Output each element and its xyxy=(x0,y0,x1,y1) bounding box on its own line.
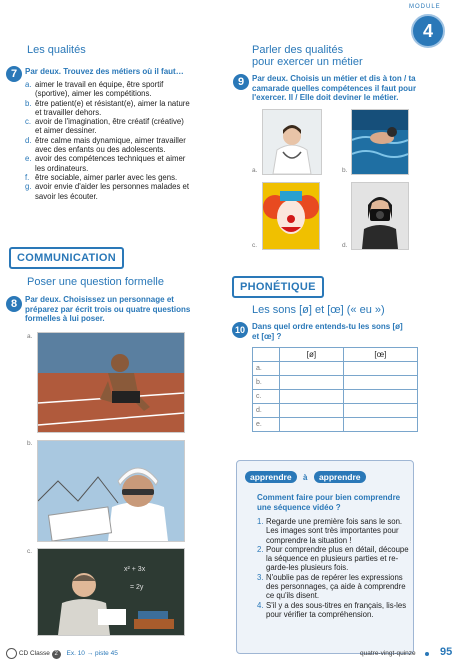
exercise-number-badge: 9 xyxy=(233,74,249,90)
photo-caption-a: a. xyxy=(27,333,33,340)
exercise-ref: Ex. 10 xyxy=(66,650,85,658)
photo-doctor xyxy=(262,109,322,175)
cd-label: CD Classe xyxy=(18,650,50,658)
list-item: les ordinateurs. xyxy=(35,163,89,173)
tip-line: Les images sont très importantes pour xyxy=(266,526,399,536)
tip-line: ce qu'ils disent. xyxy=(266,591,320,601)
list-item: et travailler dehors. xyxy=(35,107,102,117)
communication-title: Poser une question formelle xyxy=(27,276,164,288)
page-number-dot xyxy=(425,652,429,656)
exercise-7 xyxy=(6,64,22,82)
exercise-10 xyxy=(232,320,248,338)
answer-cell[interactable] xyxy=(280,362,344,376)
table-header-cell: [œ] xyxy=(343,348,417,362)
photo-caption-c: c. xyxy=(27,548,33,555)
exercise-number-badge: 10 xyxy=(232,322,248,338)
cd-icon xyxy=(6,648,17,659)
answer-cell[interactable] xyxy=(343,390,417,404)
list-item: savoir les écouter. xyxy=(35,191,98,201)
phonetique-table xyxy=(252,347,418,432)
tip-line: la séquence en plusieurs parties et re- xyxy=(266,554,399,564)
table-header-cell xyxy=(253,348,280,362)
answer-cell[interactable] xyxy=(343,362,417,376)
exercise-8 xyxy=(6,294,22,312)
footer-audio xyxy=(6,648,118,659)
parler-title: Parler des qualités pour exercer un métier xyxy=(252,44,363,68)
apprendre-header xyxy=(245,467,366,485)
teacher-illustration xyxy=(38,549,184,635)
answer-cell[interactable] xyxy=(343,418,417,432)
photo-engineer xyxy=(37,440,185,542)
answer-cell[interactable] xyxy=(280,376,344,390)
answer-cell[interactable] xyxy=(343,376,417,390)
exercise-number-badge: 7 xyxy=(6,66,22,82)
phonetique-title: Les sons [ø] et [œ] (« eu ») xyxy=(252,304,385,316)
module-tab xyxy=(403,4,447,48)
list-item: a. aimer le travail en équipe, être sportif xyxy=(25,80,164,89)
list-item: avec des enfants ou des adolescents. xyxy=(35,145,166,155)
apprendre-box xyxy=(236,460,414,654)
photo-caption-a: a. xyxy=(252,167,258,174)
table-row: b. xyxy=(253,376,418,390)
parler-instruction: Par deux. Choisis un métier et dis à ton / ta camarade quelles compétences il faut pour l'exercer. Il / Elle doit deviner le métier. xyxy=(252,74,417,102)
table-row: d. xyxy=(253,404,418,418)
answer-cell[interactable] xyxy=(280,418,344,432)
module-label: MODULE xyxy=(409,4,441,10)
list-item: et aimer dessiner. xyxy=(35,126,97,136)
apprendre-label-right: apprendre xyxy=(314,471,366,483)
phonetique-banner: PHONÉTIQUE xyxy=(232,276,324,298)
clown-illustration xyxy=(263,183,319,249)
phonetique-instruction: Dans quel ordre entends-tu les sons [ø] et [œ] ? xyxy=(252,322,403,341)
table-header-row xyxy=(253,348,418,362)
module-badge xyxy=(411,14,445,48)
communication-banner: COMMUNICATION xyxy=(9,247,124,269)
qualites-title: Les qualités xyxy=(27,44,86,56)
answer-cell[interactable] xyxy=(280,404,344,418)
apprendre-label-left: apprendre xyxy=(245,471,297,483)
page-number-words: quatre-vingt-quinze xyxy=(360,650,416,657)
photo-teacher xyxy=(37,548,185,636)
cd-number: 2 xyxy=(52,650,61,659)
apprendre-connector: à xyxy=(303,473,308,482)
photographer-illustration xyxy=(352,183,408,249)
qualites-instruction: Par deux. Trouvez des métiers où il faut… xyxy=(25,67,184,76)
exercise-number-badge: 8 xyxy=(6,296,22,312)
list-item: b. être patient(e) et résistant(e), aimer la nature xyxy=(25,98,190,108)
list-item: g. avoir envie d'aider les personnes malades et xyxy=(25,182,190,192)
list-item: f. être sociable, aimer parler avec les gens. xyxy=(25,172,178,182)
photo-caption-b: b. xyxy=(342,167,348,174)
photo-clown xyxy=(262,182,320,250)
tip-line: comprendre la situation ! xyxy=(266,535,352,545)
tip-line: pour vérifier ta compréhension. xyxy=(266,609,374,619)
table-header-cell: [ø] xyxy=(280,348,344,362)
photo-caption-d: d. xyxy=(342,242,348,249)
tip-line: des personnages, ça aide à comprendre xyxy=(266,582,406,592)
tip-line: 3. N'oublie pas de repérer les expressions xyxy=(257,572,403,582)
svg-text:x² + 3x: x² + 3x xyxy=(124,566,146,573)
communication-instruction: Par deux. Choisissez un personnage et préparez par écrit trois ou quatre questions formelles à lui poser. xyxy=(25,295,191,323)
answer-cell[interactable] xyxy=(280,390,344,404)
table-row: e. xyxy=(253,418,418,432)
engineer-illustration xyxy=(38,441,184,541)
apprendre-question: Comment faire pour bien comprendre une séquence vidéo ? xyxy=(257,493,401,512)
qualites-list xyxy=(25,80,225,201)
exercise-9 xyxy=(233,72,249,90)
track-ref: → piste 45 xyxy=(86,650,118,658)
doctor-illustration xyxy=(263,110,321,174)
photo-caption-c: c. xyxy=(252,242,258,249)
photo-photographer xyxy=(351,182,409,250)
tip-line: 1. Regarde une première fois sans le son. xyxy=(257,517,403,526)
list-item: (sportive), aimer les compétitions. xyxy=(35,89,152,99)
page-number: 95 xyxy=(440,646,453,658)
photo-caption-b: b. xyxy=(27,440,33,447)
swimmer-illustration xyxy=(352,110,408,174)
list-item: c. avoir de l'imagination, être créatif (créative) xyxy=(25,117,184,127)
tip-line: 2. Pour comprendre plus en détail, découpe xyxy=(257,544,409,554)
apprendre-tips xyxy=(257,517,413,619)
svg-text:= 2y: = 2y xyxy=(130,584,144,591)
list-item: e. avoir des compétences techniques et aimer xyxy=(25,154,186,164)
runner-illustration xyxy=(38,333,184,432)
tip-line: garde-les plusieurs fois. xyxy=(266,563,349,573)
list-item: d. être calme mais dynamique, aimer travailler xyxy=(25,135,186,145)
photo-swimmer xyxy=(351,109,409,175)
photo-runner xyxy=(37,332,185,433)
table-row: a. xyxy=(253,362,418,376)
answer-cell[interactable] xyxy=(343,404,417,418)
module-number: 4 xyxy=(422,21,433,41)
table-row: c. xyxy=(253,390,418,404)
tip-line: 4. S'il y a des sous-titres en français, lis-les xyxy=(257,600,407,610)
